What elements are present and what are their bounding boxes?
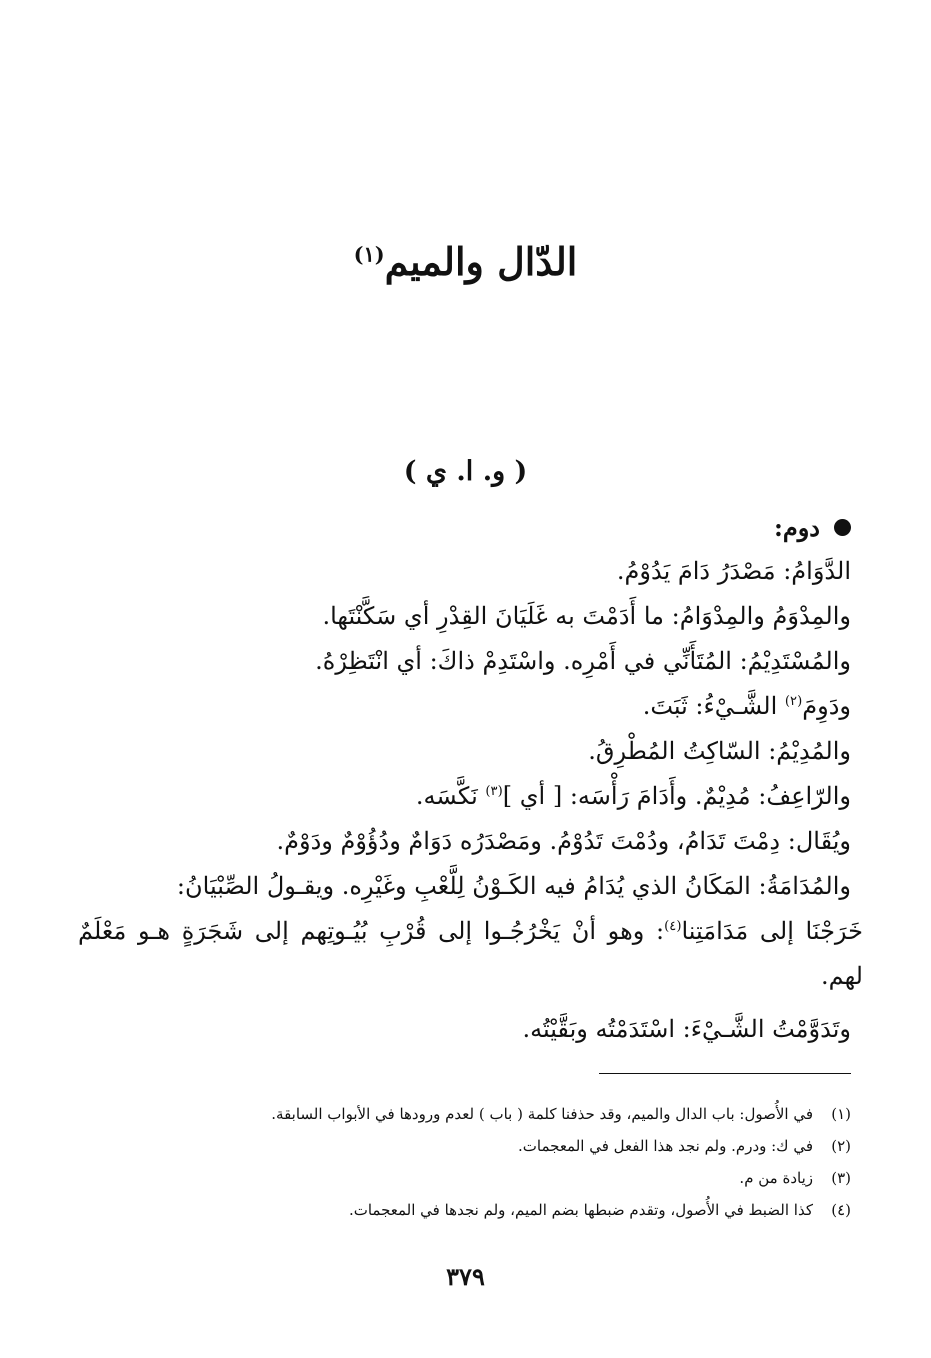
footnote-number: (٢) xyxy=(831,1137,851,1155)
root-label: دوم: xyxy=(774,512,820,542)
footnote xyxy=(80,1130,851,1162)
footnote-number: (١) xyxy=(831,1105,851,1123)
entry-text: ودَوِمَ xyxy=(802,692,851,720)
footnotes xyxy=(80,1098,851,1226)
page-number: ٣٧٩ xyxy=(446,1262,485,1291)
footnote-text: في ك: ودرم. ولم نجد هذا الفعل في المعجمات. xyxy=(518,1137,813,1155)
entry-line: والمُدَامَةُ: المَكَانُ الذي يُدَامُ فيه الكَـوْنُ لِلَّعْبِ وغَيْرِه. ويقـولُ الصِّبْيَانُ: xyxy=(176,872,851,900)
entry-text: نَكَّسَه. xyxy=(415,782,486,810)
entry-body xyxy=(78,505,864,1052)
chapter-title xyxy=(0,232,931,292)
footnote xyxy=(80,1098,851,1130)
entry-line xyxy=(78,909,863,954)
footnote-text: في الأُصول: باب الدال والميم، وقد حذفنا كلمة ( باب ) لعدم ورودها في الأبواب السابقة. xyxy=(271,1105,813,1123)
entry-line: لهم. xyxy=(821,962,863,990)
footnote-ref: (٤) xyxy=(664,919,682,934)
chapter-title-footnote-ref: (١) xyxy=(353,241,385,267)
entry-line: الدَّوَامُ: مَصْدَرُ دَامَ يَدُوْمُ. xyxy=(616,557,851,585)
bullet-icon xyxy=(834,519,851,536)
chapter-title-text: الدّال والميم xyxy=(384,239,578,284)
entry-text: والرّاعِفُ: مُدِيْمٌ. وأَدَامَ رَأْسَه: [ أي ] xyxy=(502,782,851,810)
entry-text: الشَّـيْءُ: ثَبَتَ. xyxy=(642,692,785,720)
section-title: ( و. ا. ي ) xyxy=(403,456,528,487)
entry-line: وتَدَوَّمْتُ الشَّـيْءَ: اسْتَدَمْتُه وبَقَّيْتُه. xyxy=(522,1015,851,1043)
footnote-ref: (٣) xyxy=(485,784,503,799)
entry-line: ويُقَال: دِمْتَ تَدَامُ، ودُمْتَ تَدُوْمُ. ومَصْدَرُه دَوَامٌ ودُؤُوْمٌ ودَوْمٌ. xyxy=(276,827,851,855)
footnote-number: (٤) xyxy=(831,1201,851,1219)
footnote-divider xyxy=(599,1073,851,1074)
entry-line: والمُدِيْمُ: السّاكِتُ المُطْرِقُ. xyxy=(588,737,851,765)
entry-text: : وهو أنْ يَخْرُجُـوا إلى قُرْبِ بُيُـوتِهم إلى شَجَرَةٍ هـو مَعْلَمٌ xyxy=(78,917,665,945)
footnote xyxy=(80,1194,851,1226)
entry-text: خَرَجْنَا إلى مَدَامَتِنا xyxy=(681,917,864,945)
footnote-text: زيادة من م. xyxy=(739,1169,813,1187)
footnote-text: كذا الضبط في الأُصول، وتقدم ضبطها بضم الميم، ولم نجدها في المعجمات. xyxy=(348,1201,813,1219)
footnote-ref: (٢) xyxy=(784,694,803,709)
entry-line: والمِدْوَمُ والمِدْوَامُ: ما أَدَمْتَ به غَلَيَانَ القِدْرِ أي سَكَّنْتَها. xyxy=(322,602,851,630)
footnote-number: (٣) xyxy=(831,1169,851,1187)
footnote xyxy=(80,1162,851,1194)
entry-line xyxy=(78,684,851,729)
entry-line: والمُسْتَدِيْمُ: المُتَأَنِّي في أَمْرِه. واسْتَدِمْ ذاكَ: أي انْتَظِرْهُ. xyxy=(315,647,851,675)
entry-line xyxy=(78,774,851,819)
root-heading xyxy=(78,505,851,549)
